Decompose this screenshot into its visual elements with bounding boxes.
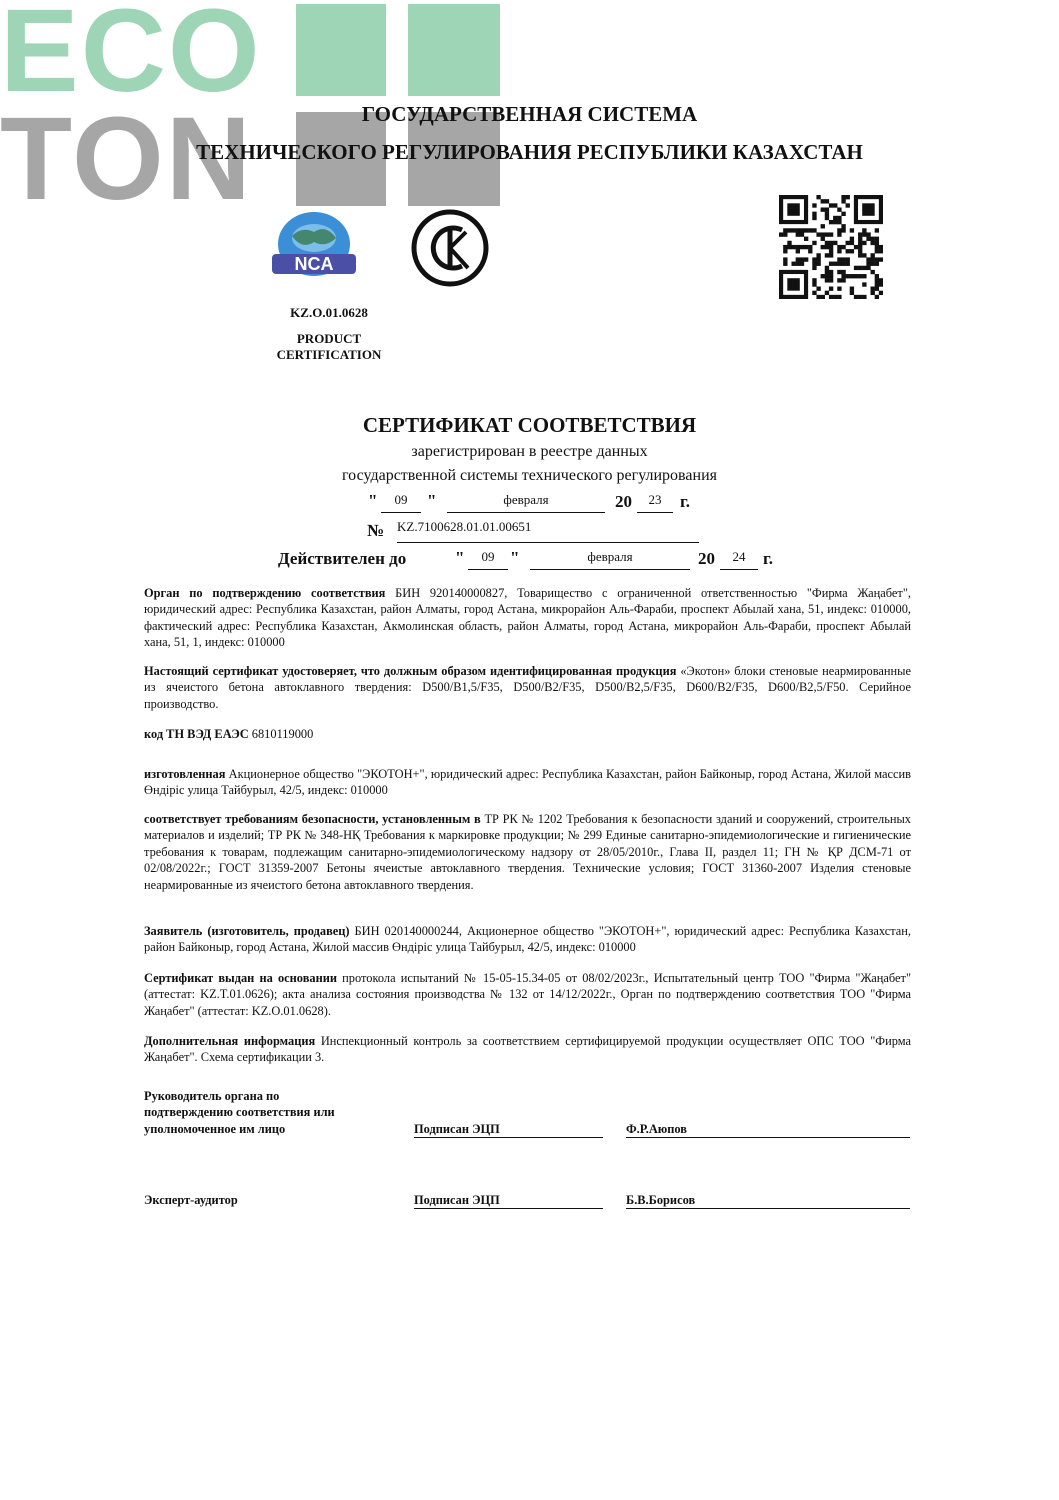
nca-text: NCA	[294, 254, 334, 274]
valid-day: 09	[468, 549, 508, 570]
section-label: Заявитель (изготовитель, продавец)	[144, 924, 350, 938]
signature-line-1	[414, 1137, 603, 1138]
section-additional-info	[144, 1033, 911, 1066]
section-text: ТР РК № 1202 Требования к безопасности зданий и сооружений, строительных материалов и изделий; ТР РК № 348-НҚ Требования к маркировке продукции; № 299 Единые санитарно-эпидемиологические и гигиенические требования к товарам, подлежащим санитарно-эпидемиологическому надзору от 28/05/2010г., Глава II, раздел 11; ГН № ҚР ДСМ-71 от 02/08/2022г.; ГОСТ 31359-2007 Бетоны ячеистые автоклавного твердения. Технические условия; ГОСТ 31360-2007 Изделия стеновые неармированные из ячеистого бетона автоклавного твердения.	[144, 812, 912, 892]
valid-label: Действителен до	[278, 549, 407, 568]
certificate-sub-1: зарегистрирован в реестре данных	[411, 443, 648, 460]
certificate-sub-2: государственной системы технического регулирования	[342, 467, 717, 484]
cert-body-code: KZ.O.01.0628	[290, 305, 368, 320]
cert-body-label-2: CERTIFICATION	[276, 347, 382, 362]
section-safety-requirements	[144, 811, 911, 893]
valid-quote-close: "	[510, 548, 520, 567]
logo-green-block-1	[296, 4, 386, 96]
issue-date	[365, 490, 705, 516]
header-line-2: ТЕХНИЧЕСКОГО РЕГУЛИРОВАНИЯ РЕСПУБЛИКИ КАЗАХСТАН	[196, 140, 863, 164]
section-text: БИН 020140000244, Акционерное общество "ЭКОТОН+", юридический адрес: Республика Казахстан, район Байконыр, город Астана, Жилой массив Өндіріс улица Тайбурыл, 42/5, индекс: 010000	[144, 924, 911, 955]
name-line-1	[626, 1137, 910, 1138]
logo-green-block-2	[408, 4, 500, 96]
signatory-name-1: Ф.Р.Аюпов	[626, 1122, 687, 1136]
section-text: «Экотон» блоки стеновые неармированные из ячеистого бетона автоклавного твердения: D500/B1,5/F35, D500/B2/F35, D500/B2,5/F35, D600/B2/F35, D600/B2,5/F50. Серийное производство.	[144, 664, 911, 711]
issue-month: февраля	[447, 492, 605, 513]
section-text: 6810119000	[248, 727, 314, 741]
section-text: БИН 920140000827, Товарищество с ограниченной ответственностью "Фирма Жаңабет", юридический адрес: Республика Казахстан, район Алматы, город Астана, микрорайон Аль-Фараби, проспект Абылай хана, 51, индекс: 010000, фактический адрес: Республика Казахстан, Акмолинская область, район Алматы, город Астана, микрорайон Аль-Фараби, проспект Абылай хана, 51, 1, индекс: 010000	[144, 586, 911, 650]
valid-month: февраля	[530, 549, 690, 570]
section-manufacturer	[144, 766, 911, 799]
signed-ecp-2: Подписан ЭЦП	[414, 1193, 500, 1207]
name-line-2	[626, 1208, 910, 1209]
valid-year: 24	[720, 549, 758, 570]
valid-until-row	[278, 547, 788, 575]
section-certification-body	[144, 585, 911, 651]
section-label: код ТН ВЭД ЕАЭС	[144, 727, 249, 741]
section-basis	[144, 970, 911, 1019]
certificate-title: СЕРТИФИКАТ СООТВЕТСТВИЯ	[362, 413, 697, 437]
section-tn-ved-code	[144, 726, 911, 742]
signatory-role-1-line-2: подтверждению соответствия или	[144, 1105, 335, 1119]
header-line-1: ГОСУДАРСТВЕННАЯ СИСТЕМА	[361, 102, 698, 126]
issue-year: 23	[637, 492, 673, 513]
section-text: Акционерное общество "ЭКОТОН+", юридический адрес: Республика Казахстан, район Байконыр, город Астана, Жилой массив Өндіріс улица Тайбурыл, 42/5, индекс: 010000	[144, 767, 911, 798]
signed-ecp-1: Подписан ЭЦП	[414, 1122, 500, 1136]
issue-quote-close: "	[427, 491, 437, 510]
cert-body-label-1: PRODUCT	[296, 331, 362, 346]
certificate-number: KZ.7100628.01.01.00651	[397, 519, 699, 543]
section-product	[144, 663, 911, 712]
section-applicant	[144, 923, 911, 956]
issue-day: 09	[381, 492, 421, 513]
qr-code[interactable]	[779, 195, 883, 299]
issue-year-prefix: 20	[615, 492, 632, 511]
section-text: Инспекционный контроль за соответствием сертифицируемой продукции осуществляет ОПС ТОО "Фирма Жаңабет". Схема сертификации 3.	[144, 1034, 911, 1065]
section-label: изготовленная	[144, 767, 226, 781]
section-label: Сертификат выдан на основании	[144, 971, 337, 985]
signatory-role-2: Эксперт-аудитор	[144, 1193, 238, 1207]
issue-g: г.	[680, 492, 691, 511]
logo-eco-text: ECO	[0, 0, 262, 117]
signature-line-2	[414, 1208, 603, 1209]
section-text: протокола испытаний № 15-05-15.34-05 от 08/02/2023г., Испытательный центр ТОО "Фирма "Жаңабет" (аттестат: KZ.T.01.0626); акта анализа состояния производства № 132 от 14/12/2022г., Орган по подтверждению соответствия ТОО "Фирма Жаңабет" (аттестат: KZ.O.01.0628).	[144, 971, 911, 1018]
kz-conformity-mark	[410, 208, 490, 288]
signatory-role-1-line-1: Руководитель органа по	[144, 1089, 280, 1103]
section-label: соответствует требованиям безопасности, установленным в	[144, 812, 481, 826]
section-label: Настоящий сертификат удостоверяет, что должным образом идентифицированная продукция	[144, 664, 677, 678]
number-label: №	[367, 521, 385, 540]
issue-quote-open: "	[368, 491, 378, 510]
certificate-number-row	[365, 519, 705, 545]
valid-year-prefix: 20	[698, 549, 715, 568]
nca-globe-emblem	[268, 208, 360, 288]
logo-ton-text: TON	[0, 93, 253, 225]
section-label: Орган по подтверждению соответствия	[144, 586, 386, 600]
valid-quote-open: "	[455, 548, 465, 567]
signatory-role-1-line-3: уполномоченное им лицо	[144, 1122, 286, 1136]
valid-g: г.	[763, 549, 774, 568]
signatory-name-2: Б.В.Борисов	[626, 1193, 696, 1207]
section-label: Дополнительная информация	[144, 1034, 316, 1048]
